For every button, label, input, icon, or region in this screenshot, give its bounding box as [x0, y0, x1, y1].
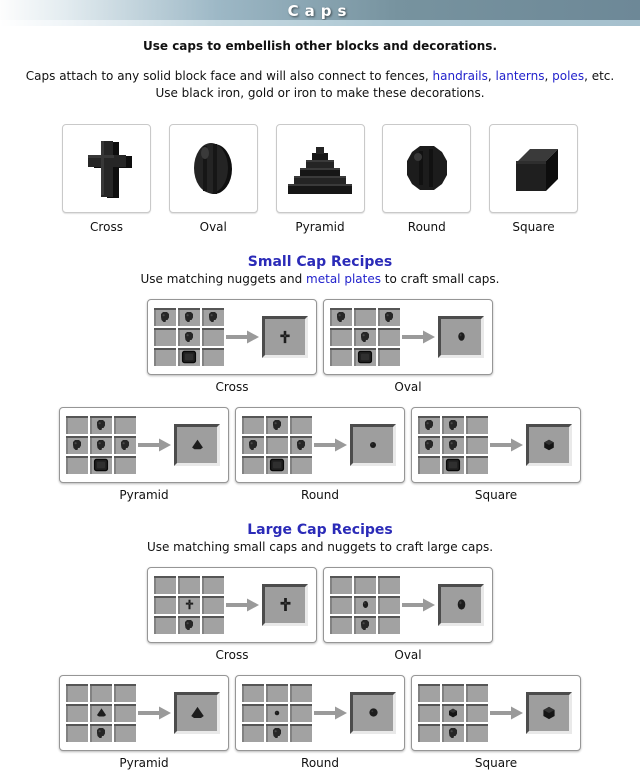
recipe-small-pyramid [59, 407, 229, 502]
grid-cell [466, 456, 488, 474]
cap-gallery [62, 124, 578, 234]
grid-cell [378, 576, 400, 594]
recipe-label: Cross [215, 379, 249, 394]
gallery-card-oval [169, 124, 258, 234]
grid-cell [442, 684, 464, 702]
intro-line2: Use black iron, gold or iron to make these decorations. [155, 86, 485, 101]
grid-cell [66, 456, 88, 474]
grid-cell [466, 724, 488, 742]
arrow-wrap [312, 438, 350, 452]
round-item-icon [368, 707, 379, 718]
arrow-wrap [488, 706, 526, 720]
grid-cell [90, 704, 112, 722]
recipe-box [235, 407, 405, 483]
grid-cell [466, 436, 488, 454]
intro-link-handrails[interactable]: handrails [432, 69, 488, 83]
gallery-card-pyramid [276, 124, 365, 234]
arrow-wrap [136, 706, 174, 720]
grid-cell [354, 616, 376, 634]
pyramid-item-icon [96, 707, 107, 718]
recipe-large-oval [323, 567, 493, 662]
output-slot [174, 692, 220, 734]
grid-cell [242, 436, 264, 454]
grid-cell [266, 456, 288, 474]
recipe-rows [0, 567, 640, 770]
output-slot [262, 584, 308, 626]
grid-cell [466, 684, 488, 702]
crafting-grid [330, 576, 400, 634]
crafting-grid [154, 308, 224, 366]
nugget-item-icon [95, 727, 107, 739]
intro-text: , [544, 69, 553, 83]
nugget-item-icon [95, 439, 107, 451]
recipe-box [235, 675, 405, 751]
nugget-item-icon [295, 439, 307, 451]
recipe-box [411, 407, 581, 483]
nugget-item-icon [447, 727, 459, 739]
nugget-item-icon [447, 439, 459, 451]
arrow-wrap [136, 438, 174, 452]
nugget-item-icon [271, 419, 283, 431]
nugget-item-icon [271, 727, 283, 739]
intro-paragraph [18, 68, 622, 103]
cap-round-icon [402, 143, 452, 193]
grid-cell [154, 596, 176, 614]
recipe-small-square [411, 407, 581, 502]
grid-cell [354, 348, 376, 366]
cap-oval-icon [187, 137, 239, 199]
grid-cell [154, 348, 176, 366]
nugget-item-icon [119, 439, 131, 451]
recipe-label: Round [301, 487, 339, 502]
grid-cell [442, 724, 464, 742]
grid-cell [90, 416, 112, 434]
recipe-large-square [411, 675, 581, 770]
grid-cell [202, 576, 224, 594]
arrow-wrap [400, 598, 438, 612]
grid-cell [266, 436, 288, 454]
recipe-large-round [235, 675, 405, 770]
grid-cell [90, 684, 112, 702]
grid-cell [90, 436, 112, 454]
recipe-sections [0, 254, 640, 770]
cap-image [382, 124, 471, 213]
grid-cell [66, 704, 88, 722]
crafting-grid [330, 308, 400, 366]
arrow-icon [138, 438, 172, 452]
grid-cell [178, 328, 200, 346]
recipe-box [323, 567, 493, 643]
grid-cell [290, 456, 312, 474]
grid-cell [418, 436, 440, 454]
nugget-item-icon [183, 619, 195, 631]
grid-cell [418, 684, 440, 702]
intro-line1 [26, 69, 614, 83]
grid-cell [330, 596, 352, 614]
section-subtitle [0, 272, 640, 286]
recipe-large-cross [147, 567, 317, 662]
grid-cell [442, 416, 464, 434]
grid-cell [442, 704, 464, 722]
grid-cell [330, 348, 352, 366]
grid-cell [154, 308, 176, 326]
cap-label: Pyramid [295, 219, 345, 234]
crafting-grid [418, 416, 488, 474]
grid-cell [114, 704, 136, 722]
cross-item-icon [278, 597, 293, 612]
arrow-wrap [312, 706, 350, 720]
intro-text: Caps attach to any solid block face and will also connect to fences, [25, 69, 433, 83]
grid-cell [178, 308, 200, 326]
recipe-box [411, 675, 581, 751]
gallery-card-square [489, 124, 578, 234]
grid-cell [90, 724, 112, 742]
grid-cell [378, 328, 400, 346]
nugget-item-icon [335, 311, 347, 323]
recipe-label: Square [474, 755, 518, 770]
grid-cell [418, 704, 440, 722]
output-slot [526, 424, 572, 466]
grid-cell [154, 328, 176, 346]
arrow-icon [490, 706, 524, 720]
output-slot [262, 316, 308, 358]
nugget-item-icon [383, 311, 395, 323]
grid-cell [378, 616, 400, 634]
grid-cell [242, 724, 264, 742]
grid-cell [202, 596, 224, 614]
nugget-item-icon [71, 439, 83, 451]
nugget-item-icon [207, 311, 219, 323]
nugget-item-icon [95, 419, 107, 431]
nugget-item-icon [183, 331, 195, 343]
cap-square-icon [506, 141, 562, 195]
grid-cell [242, 456, 264, 474]
arrow-icon [490, 438, 524, 452]
grid-cell [330, 576, 352, 594]
grid-cell [466, 704, 488, 722]
grid-cell [418, 456, 440, 474]
oval-item-icon [455, 598, 468, 611]
grid-cell [266, 704, 288, 722]
nugget-item-icon [247, 439, 259, 451]
recipe-row [0, 567, 640, 662]
arrow-icon [314, 438, 348, 452]
cap-label: Round [407, 219, 446, 234]
grid-cell [418, 724, 440, 742]
section-title: Small Cap Recipes [247, 253, 393, 270]
output-slot [350, 424, 396, 466]
grid-cell [242, 416, 264, 434]
section-title: Large Cap Recipes [247, 521, 393, 538]
cross-item-icon [184, 599, 195, 610]
grid-cell [378, 596, 400, 614]
grid-cell [154, 616, 176, 634]
recipe-label: Square [474, 487, 518, 502]
output-slot [350, 692, 396, 734]
nugget-item-icon [159, 311, 171, 323]
section-subtitle [0, 540, 640, 554]
grid-cell [418, 416, 440, 434]
grid-cell [330, 308, 352, 326]
grid-cell [114, 456, 136, 474]
plate-item-icon [357, 349, 373, 365]
crafting-grid [242, 416, 312, 474]
output-slot [526, 692, 572, 734]
oval-item-icon [361, 600, 370, 609]
round-item-icon [274, 710, 280, 716]
intro-link-lanterns[interactable]: lanterns [495, 69, 545, 83]
grid-cell [330, 616, 352, 634]
pyramid-item-icon [190, 705, 205, 720]
small-subtitle-link-metal-plates[interactable]: metal plates [306, 271, 381, 286]
square-item-icon [543, 439, 555, 451]
cap-label: Square [512, 219, 555, 234]
grid-cell [354, 576, 376, 594]
grid-cell [290, 704, 312, 722]
recipe-row [0, 675, 640, 770]
recipe-label: Oval [394, 647, 422, 662]
pyramid-item-icon [191, 438, 204, 451]
nugget-item-icon [423, 439, 435, 451]
crafting-grid [242, 684, 312, 742]
grid-cell [114, 684, 136, 702]
recipe-row [0, 299, 640, 394]
grid-cell [178, 576, 200, 594]
grid-cell [90, 456, 112, 474]
arrow-wrap [400, 330, 438, 344]
recipe-row [0, 407, 640, 502]
grid-cell [354, 328, 376, 346]
grid-cell [266, 684, 288, 702]
arrow-wrap [488, 438, 526, 452]
plate-item-icon [445, 457, 461, 473]
grid-cell [378, 308, 400, 326]
output-slot [174, 424, 220, 466]
grid-cell [290, 724, 312, 742]
recipe-large-pyramid [59, 675, 229, 770]
cap-image [276, 124, 365, 213]
nugget-item-icon [183, 311, 195, 323]
grid-cell [290, 436, 312, 454]
grid-cell [330, 328, 352, 346]
grid-cell [202, 348, 224, 366]
recipe-small-oval [323, 299, 493, 394]
gallery-card-cross [62, 124, 151, 234]
crafting-grid [418, 684, 488, 742]
grid-cell [154, 576, 176, 594]
grid-cell [202, 328, 224, 346]
recipe-small-round [235, 407, 405, 502]
grid-cell [66, 416, 88, 434]
grid-cell [266, 416, 288, 434]
recipe-label: Round [301, 755, 339, 770]
grid-cell [354, 596, 376, 614]
grid-cell [202, 308, 224, 326]
recipe-box [59, 407, 229, 483]
crafting-grid [66, 684, 136, 742]
grid-cell [178, 616, 200, 634]
grid-cell [114, 436, 136, 454]
page-title: Caps [287, 2, 353, 20]
arrow-icon [402, 598, 436, 612]
gallery-card-round [382, 124, 471, 234]
plate-item-icon [93, 457, 109, 473]
grid-cell [290, 684, 312, 702]
recipe-rows [0, 299, 640, 502]
page-header [0, 0, 640, 26]
small-subtitle-text: to craft small caps. [380, 271, 500, 286]
grid-cell [114, 724, 136, 742]
cap-label: Cross [90, 219, 123, 234]
grid-cell [178, 348, 200, 366]
recipe-section-large [0, 522, 640, 770]
cap-cross-icon [78, 137, 136, 199]
arrow-wrap [224, 330, 262, 344]
grid-cell [114, 416, 136, 434]
grid-cell [242, 704, 264, 722]
small-subtitle-text: Use matching nuggets and [140, 271, 307, 286]
plate-item-icon [181, 349, 197, 365]
large-subtitle-text: Use matching small caps and nuggets to craft large caps. [146, 539, 494, 554]
recipe-box [147, 567, 317, 643]
grid-cell [378, 348, 400, 366]
oval-item-icon [456, 331, 467, 342]
cap-image [62, 124, 151, 213]
grid-cell [266, 724, 288, 742]
square-item-icon [448, 708, 458, 718]
arrow-icon [226, 598, 260, 612]
intro-link-poles[interactable]: poles [552, 69, 585, 83]
grid-cell [202, 616, 224, 634]
arrow-icon [138, 706, 172, 720]
grid-cell [466, 416, 488, 434]
arrow-wrap [224, 598, 262, 612]
recipe-small-cross [147, 299, 317, 394]
cap-label: Oval [199, 219, 227, 234]
cap-image [169, 124, 258, 213]
recipe-box [59, 675, 229, 751]
intro-text: , etc. [584, 69, 615, 83]
plate-item-icon [269, 457, 285, 473]
grid-cell [178, 596, 200, 614]
grid-cell [242, 684, 264, 702]
arrow-icon [314, 706, 348, 720]
grid-cell [66, 436, 88, 454]
cross-item-icon [278, 330, 292, 344]
recipe-box [323, 299, 493, 375]
recipe-label: Pyramid [119, 755, 169, 770]
nugget-item-icon [359, 331, 371, 343]
nugget-item-icon [423, 419, 435, 431]
grid-cell [290, 416, 312, 434]
nugget-item-icon [359, 619, 371, 631]
recipe-label: Cross [215, 647, 249, 662]
recipe-label: Oval [394, 379, 422, 394]
round-item-icon [369, 441, 377, 449]
arrow-icon [226, 330, 260, 344]
cap-pyramid-icon [285, 141, 355, 195]
crafting-grid [154, 576, 224, 634]
output-slot [438, 316, 484, 358]
grid-cell [66, 724, 88, 742]
nugget-item-icon [447, 419, 459, 431]
recipe-box [147, 299, 317, 375]
recipe-section-small [0, 254, 640, 502]
output-slot [438, 584, 484, 626]
intro-text: , [487, 69, 496, 83]
recipe-label: Pyramid [119, 487, 169, 502]
cap-image [489, 124, 578, 213]
arrow-icon [402, 330, 436, 344]
crafting-grid [66, 416, 136, 474]
square-item-icon [542, 706, 556, 720]
grid-cell [442, 436, 464, 454]
grid-cell [354, 308, 376, 326]
grid-cell [442, 456, 464, 474]
grid-cell [66, 684, 88, 702]
intro-tagline: Use caps to embellish other blocks and decorations. [142, 39, 498, 53]
